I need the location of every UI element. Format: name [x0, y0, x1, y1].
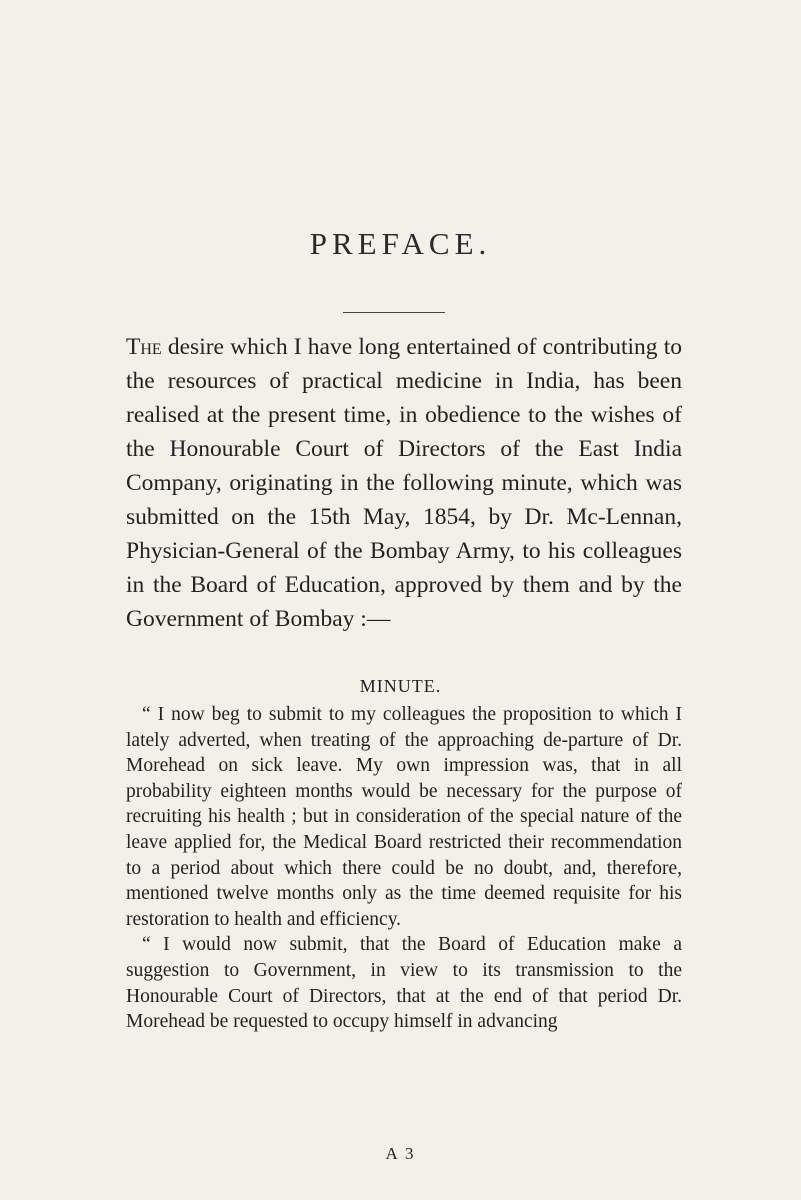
intro-lead-word: The [126, 334, 162, 360]
intro-paragraph [126, 330, 682, 636]
minute-heading: MINUTE. [359, 676, 442, 696]
minute-paragraph: “ I now beg to submit to my colleagues the proposition to which I lately adverted, when treating of the approaching de-parture of Dr. Morehead on sick leave. My own impression was, that in all probability eighteen months would be necessary for the purpose of recruiting his health ; but in consideration of the special nature of the leave applied for, the Medical Board restricted their recommendation to a period about which there could be no doubt, and, therefore, mentioned twelve months only as the time deemed requisite for his restoration to health and efficiency. [126, 704, 682, 930]
page-title: PREFACE. [309, 226, 492, 261]
intro-text: desire which I have long entertained of contributing to the resources of practical medicine in India, has been realised at the present time, in obedience to the wishes of the Honourable Court of Directors of the East India Company, originating in the following minute, which was submitted on the 15th May, 1854, by Dr. Mc-Lennan, Physician-General of the Bombay Army, to his colleagues in the Board of Education, approved by them and by the Government of Bombay :— [126, 334, 682, 632]
minute-text [126, 702, 682, 1035]
minute-paragraph: “ I would now submit, that the Board of Education make a suggestion to Government, in view to its transmission to the Honourable Court of Directors, that at the end of that period Dr. Morehead be requested to occupy himself in advancing [126, 934, 682, 1033]
title-divider [343, 312, 445, 313]
signature-mark: A 3 [385, 1144, 416, 1163]
